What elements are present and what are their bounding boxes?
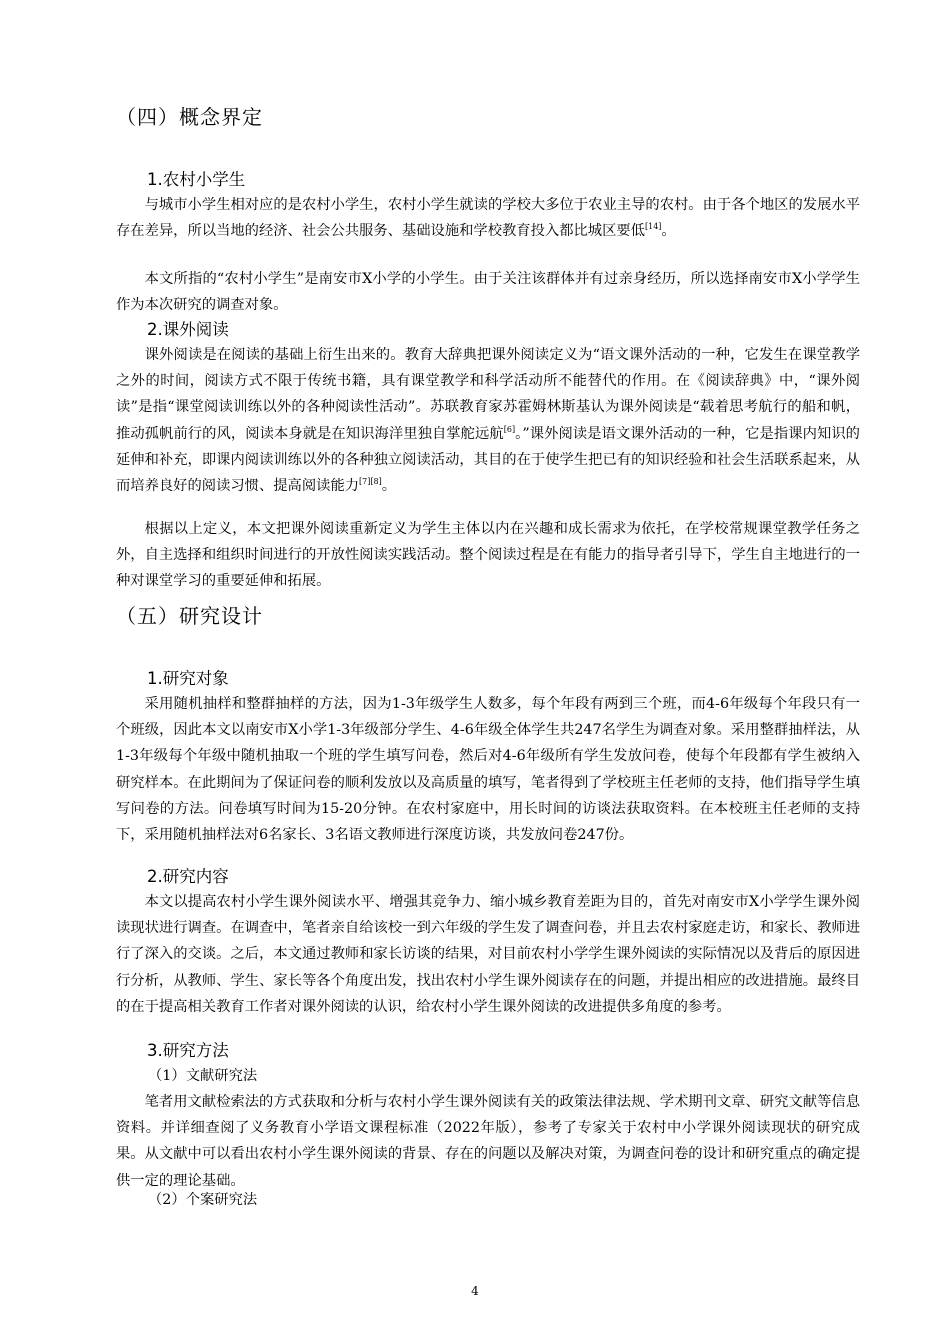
citation-ref: [14] — [644, 222, 662, 232]
subheading-extracurricular-reading: 2.课外阅读 — [147, 320, 229, 339]
method-label-literature: （1）文献研究法 — [148, 1068, 258, 1084]
method-label-case-study: （2）个案研究法 — [148, 1192, 258, 1208]
paragraph-extracurricular-reading-definition: 课外阅读是在阅读的基础上衍生出来的。教育大辞典把课外阅读定义为“语文课外活动的一种，它发生在课堂教学之外的时间，阅读方式不限于传统书籍，具有课堂教学和科学活动所不能替代的作用。在《阅读辞典》中，“课外阅读”是指“课堂阅读训练以外的各种阅读性活动”。苏联教育家苏霍姆林斯基认为课外阅读是“载着思考航行的船和帆，推动孤帆前行的风，阅读本身就是在知识海洋里独自掌舵远航[6]。”课外阅读是语文课外活动的一种，它是指课内知识的延伸和补充，即课内阅读训练以外的各种独立阅读活动，其目的在于使学生把已有的知识经验和社会生活联系起来，从而培养良好的阅读习惯、提高阅读能力[7][8]。 — [116, 347, 860, 495]
section-heading-research-design: （五）研究设计 — [116, 604, 263, 628]
paragraph-research-content: 本文以提高农村小学生课外阅读水平、增强其竞争力、缩小城乡教育差距为目的，首先对南安市X小学学生课外阅读现状进行调查。在调查中，笔者亲自给该校一到六年级的学生发了调查问卷，并且去农村家庭走访，和家长、教师进行了深入的交谈。之后，本文通过教师和家长访谈的结果，对目前农村小学学生课外阅读的实际情况以及背后的原因进行分析，从教师、学生、家长等各个角度出发，找出农村小学生课外阅读存在的问题，并提出相应的改进措施。最终目的在于提高相关教育工作者对课外阅读的认识，给农村小学生课外阅读的改进提供多角度的参考。 — [116, 894, 860, 1015]
paragraph-literature-method: 笔者用文献检索法的方式获取和分析与农村小学生课外阅读有关的政策法律法规、学术期刊文章、研究文献等信息资料。并详细查阅了义务教育小学语文课程标准（2022年版），参考了专家关于农村中小学课外阅读现状的研究成果。从文献中可以看出农村小学生课外阅读的背景、存在的问题以及解决对策，为调查问卷的设计和研究重点的确定提供一定的理论基础。 — [116, 1094, 860, 1189]
citation-ref: [7][8] — [359, 477, 382, 487]
paragraph-research-subjects: 采用随机抽样和整群抽样的方法，因为1-3年级学生人数多，每个年段有两到三个班，而4-6年级每个年段只有一个班级，因此本文以南安市X小学1-3年级部分学生、4-6年级全体学生共247名学生为调查对象。采用整群抽样法，从1-3年级每个年级中随机抽取一个班的学生填写问卷，然后对4-6年级所有学生发放问卷，使每个年段都有学生被纳入研究样本。在此期间为了保证问卷的顺利发放以及高质量的填写，笔者得到了学校班主任老师的支持，他们指导学生填写问卷的方法。问卷填写时间为15-20分钟。在农村家庭中，用长时间的访谈法获取资料。在本校班主任老师的支持下，采用随机抽样法对6名家长、3名语文教师进行深度访谈，共发放问卷247份。 — [116, 696, 860, 844]
citation-ref: [6] — [503, 424, 516, 434]
subheading-research-subjects: 1.研究对象 — [147, 669, 229, 688]
section-heading-concepts: （四）概念界定 — [116, 105, 263, 129]
paragraph-extracurricular-reading-redefinition: 根据以上定义，本文把课外阅读重新定义为学生主体以内在兴趣和成长需求为依托，在学校常规课堂教学任务之外，自主选择和组织时间进行的开放性阅读实践活动。整个阅读过程是在有能力的指导者引导下，学生自主地进行的一种对课堂学习的重要延伸和拓展。 — [116, 521, 860, 590]
paragraph-rural-pupils-scope: 本文所指的“农村小学生”是南安市X小学的小学生。由于关注该群体并有过亲身经历，所以选择南安市X小学学生作为本次研究的调查对象。 — [116, 271, 860, 314]
subheading-research-methods: 3.研究方法 — [147, 1041, 229, 1060]
paragraph-rural-pupils-definition: 与城市小学生相对应的是农村小学生，农村小学生就读的学校大多位于农业主导的农村。由于各个地区的发展水平存在差异，所以当地的经济、社会公共服务、基础设施和学校教育投入都比城区要低[14]。 — [116, 197, 860, 240]
subheading-rural-pupils: 1.农村小学生 — [147, 170, 246, 189]
page-number: 4 — [471, 1284, 479, 1298]
subheading-research-content: 2.研究内容 — [147, 867, 229, 886]
